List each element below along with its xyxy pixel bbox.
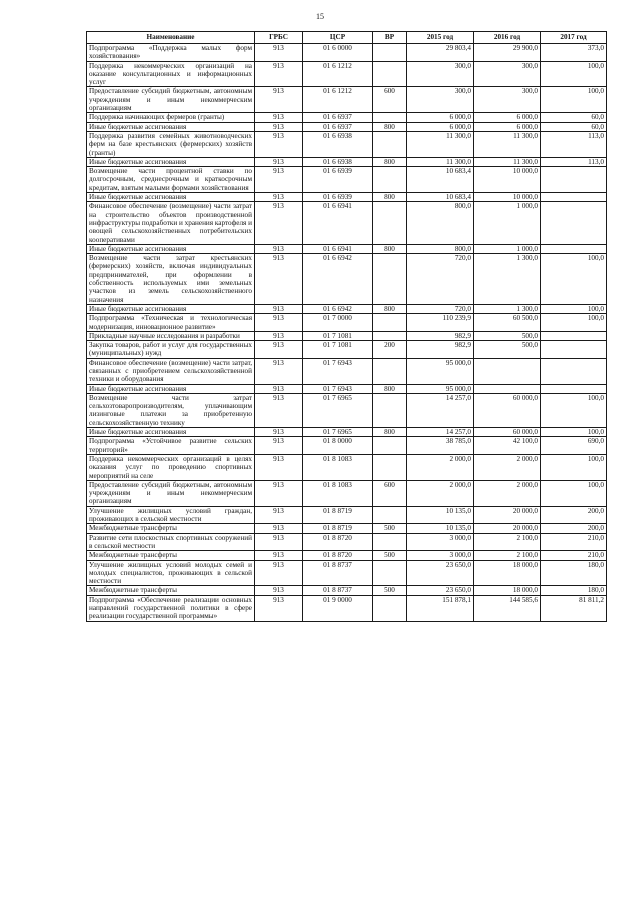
row-name-cell: Возмещение части затрат крестьянских (фермерских) хозяйств, включая индивидуальных предпринимателей, при оформлении в собственность используемых ими земельных участков из земель сельскохозяйственного назначения: [87, 254, 255, 305]
row-2017-cell: [541, 202, 607, 244]
row-2017-cell: [541, 244, 607, 253]
row-grbs-cell: 913: [255, 193, 303, 202]
row-2015-cell: 720,0: [407, 304, 474, 313]
row-grbs-cell: 913: [255, 454, 303, 480]
row-grbs-cell: 913: [255, 122, 303, 131]
row-2017-cell: 113,0: [541, 131, 607, 157]
row-grbs-cell: 913: [255, 428, 303, 437]
row-name-cell: Поддержка некоммерческих организаций в целях оказания услуг по проведению спортивных мероприятий на селе: [87, 454, 255, 480]
row-2017-cell: 690,0: [541, 437, 607, 455]
row-2016-cell: 20 000,0: [474, 506, 541, 524]
row-name-cell: Развитие сети плоскостных спортивных сооружений в сельской местности: [87, 533, 255, 551]
row-vr-cell: [373, 560, 407, 586]
row-name-cell: Предоставление субсидий бюджетным, автономным учреждениям и иным некоммерческим организациям: [87, 87, 255, 113]
row-csr-cell: 01 7 6943: [303, 384, 373, 393]
table-row: [87, 506, 607, 524]
table-row: [87, 202, 607, 244]
table-row: [87, 560, 607, 586]
row-grbs-cell: 913: [255, 331, 303, 340]
table-row: [87, 393, 607, 427]
row-grbs-cell: 913: [255, 560, 303, 586]
row-vr-cell: 800: [373, 193, 407, 202]
row-name-cell: Улучшение жилищных условий граждан, проживающих в сельской местности: [87, 506, 255, 524]
table-row: [87, 358, 607, 384]
row-2016-cell: [474, 384, 541, 393]
table-row: [87, 113, 607, 122]
row-vr-cell: 600: [373, 87, 407, 113]
row-2017-cell: [541, 167, 607, 193]
table-row: [87, 131, 607, 157]
row-name-cell: Предоставление субсидий бюджетным, автономным учреждениям и иным некоммерческим организациям: [87, 480, 255, 506]
row-2016-cell: 10 000,0: [474, 167, 541, 193]
row-grbs-cell: 913: [255, 202, 303, 244]
row-2015-cell: 800,0: [407, 202, 474, 244]
row-grbs-cell: 913: [255, 113, 303, 122]
row-2015-cell: 10 683,4: [407, 193, 474, 202]
table-row: [87, 254, 607, 305]
row-2017-cell: [541, 384, 607, 393]
row-vr-cell: 500: [373, 524, 407, 533]
row-2015-cell: 14 257,0: [407, 393, 474, 427]
row-2015-cell: 10 683,4: [407, 167, 474, 193]
row-vr-cell: 500: [373, 586, 407, 595]
row-name-cell: Подпрограмма «Обеспечение реализации основных направлений государственной политики в сфере реализации государственной программы»: [87, 595, 255, 621]
row-name-cell: Прикладные научные исследования и разработки: [87, 331, 255, 340]
row-2017-cell: 100,0: [541, 393, 607, 427]
table-row: [87, 480, 607, 506]
row-csr-cell: 01 6 6939: [303, 167, 373, 193]
row-2017-cell: 60,0: [541, 113, 607, 122]
row-2016-cell: 60 000,0: [474, 428, 541, 437]
row-name-cell: Иные бюджетные ассигнования: [87, 122, 255, 131]
row-csr-cell: 01 8 8720: [303, 533, 373, 551]
row-vr-cell: [373, 314, 407, 332]
row-csr-cell: 01 6 6937: [303, 113, 373, 122]
row-2016-cell: 11 300,0: [474, 157, 541, 166]
row-name-cell: Иные бюджетные ассигнования: [87, 428, 255, 437]
row-2015-cell: 23 650,0: [407, 560, 474, 586]
row-name-cell: Иные бюджетные ассигнования: [87, 244, 255, 253]
row-csr-cell: 01 9 0000: [303, 595, 373, 621]
row-2015-cell: 2 000,0: [407, 454, 474, 480]
row-2017-cell: 100,0: [541, 87, 607, 113]
table-row: [87, 314, 607, 332]
table-row: [87, 304, 607, 313]
row-csr-cell: 01 7 6965: [303, 393, 373, 427]
header-2015: 2015 год: [407, 32, 474, 44]
row-2017-cell: 373,0: [541, 44, 607, 62]
row-2015-cell: 300,0: [407, 61, 474, 87]
row-name-cell: Поддержка развития семейных животноводческих ферм на базе крестьянских (фермерских) хозяйств (гранты): [87, 131, 255, 157]
row-csr-cell: 01 7 0000: [303, 314, 373, 332]
row-csr-cell: 01 6 6938: [303, 157, 373, 166]
table-row: [87, 524, 607, 533]
row-grbs-cell: 913: [255, 437, 303, 455]
row-name-cell: Иные бюджетные ассигнования: [87, 384, 255, 393]
row-csr-cell: 01 8 8719: [303, 506, 373, 524]
row-vr-cell: [373, 595, 407, 621]
row-grbs-cell: 913: [255, 44, 303, 62]
table-row: [87, 341, 607, 359]
row-grbs-cell: 913: [255, 341, 303, 359]
row-2016-cell: 10 000,0: [474, 193, 541, 202]
row-name-cell: Закупка товаров, работ и услуг для государственных (муниципальных) нужд: [87, 341, 255, 359]
row-2015-cell: 720,0: [407, 254, 474, 305]
row-vr-cell: [373, 358, 407, 384]
row-2016-cell: 300,0: [474, 61, 541, 87]
row-2017-cell: 100,0: [541, 428, 607, 437]
header-csr: ЦСР: [303, 32, 373, 44]
row-2017-cell: 81 811,2: [541, 595, 607, 621]
row-vr-cell: [373, 167, 407, 193]
row-name-cell: Финансовое обеспечение (возмещение) части затрат, связанных с приобретением сельскохозяйственной техники и оборудования: [87, 358, 255, 384]
table-header-row: [87, 32, 607, 44]
row-2017-cell: 200,0: [541, 524, 607, 533]
row-vr-cell: 800: [373, 244, 407, 253]
budget-table: [86, 31, 607, 622]
row-2017-cell: 113,0: [541, 157, 607, 166]
table-row: [87, 87, 607, 113]
row-2015-cell: 95 000,0: [407, 358, 474, 384]
row-vr-cell: [373, 454, 407, 480]
row-2015-cell: 982,9: [407, 331, 474, 340]
row-2015-cell: 3 000,0: [407, 551, 474, 560]
row-2016-cell: 20 000,0: [474, 524, 541, 533]
row-2015-cell: 6 000,0: [407, 122, 474, 131]
row-csr-cell: 01 7 1081: [303, 331, 373, 340]
row-2016-cell: 2 100,0: [474, 551, 541, 560]
row-grbs-cell: 913: [255, 254, 303, 305]
row-2015-cell: 23 650,0: [407, 586, 474, 595]
row-name-cell: Иные бюджетные ассигнования: [87, 304, 255, 313]
row-2016-cell: 300,0: [474, 87, 541, 113]
table-row: [87, 167, 607, 193]
row-2016-cell: 11 300,0: [474, 131, 541, 157]
row-csr-cell: 01 6 6937: [303, 122, 373, 131]
row-2016-cell: 500,0: [474, 341, 541, 359]
row-grbs-cell: 913: [255, 304, 303, 313]
row-csr-cell: 01 7 1081: [303, 341, 373, 359]
row-csr-cell: 01 6 6942: [303, 254, 373, 305]
row-2017-cell: 180,0: [541, 586, 607, 595]
row-2016-cell: 144 585,6: [474, 595, 541, 621]
row-2017-cell: [541, 193, 607, 202]
row-2015-cell: 10 135,0: [407, 506, 474, 524]
row-2015-cell: 29 803,4: [407, 44, 474, 62]
row-2017-cell: 100,0: [541, 480, 607, 506]
row-csr-cell: 01 7 6965: [303, 428, 373, 437]
table-row: [87, 428, 607, 437]
row-2015-cell: 11 300,0: [407, 157, 474, 166]
row-vr-cell: 600: [373, 480, 407, 506]
table-row: [87, 384, 607, 393]
row-2017-cell: 100,0: [541, 254, 607, 305]
row-name-cell: Межбюджетные трансферты: [87, 551, 255, 560]
row-2016-cell: 42 100,0: [474, 437, 541, 455]
row-name-cell: Межбюджетные трансферты: [87, 524, 255, 533]
row-vr-cell: 200: [373, 341, 407, 359]
row-vr-cell: [373, 254, 407, 305]
table-row: [87, 244, 607, 253]
row-grbs-cell: 913: [255, 480, 303, 506]
row-csr-cell: 01 6 6938: [303, 131, 373, 157]
table-row: [87, 122, 607, 131]
row-csr-cell: 01 8 8737: [303, 586, 373, 595]
row-name-cell: Иные бюджетные ассигнования: [87, 193, 255, 202]
row-2017-cell: 100,0: [541, 61, 607, 87]
row-2015-cell: 10 135,0: [407, 524, 474, 533]
row-vr-cell: 800: [373, 384, 407, 393]
row-grbs-cell: 913: [255, 393, 303, 427]
table-row: [87, 454, 607, 480]
row-2015-cell: 2 000,0: [407, 480, 474, 506]
row-csr-cell: 01 6 1212: [303, 87, 373, 113]
row-2016-cell: 2 000,0: [474, 480, 541, 506]
row-2015-cell: 110 239,9: [407, 314, 474, 332]
row-grbs-cell: 913: [255, 586, 303, 595]
row-vr-cell: [373, 393, 407, 427]
table-row: [87, 193, 607, 202]
row-2015-cell: 800,0: [407, 244, 474, 253]
row-name-cell: Поддержка некоммерческих организаций на оказание консультационных и информационных услуг: [87, 61, 255, 87]
header-2017: 2017 год: [541, 32, 607, 44]
row-2015-cell: 982,9: [407, 341, 474, 359]
row-vr-cell: 800: [373, 157, 407, 166]
row-vr-cell: 800: [373, 428, 407, 437]
row-2017-cell: 180,0: [541, 560, 607, 586]
table-row: [87, 533, 607, 551]
row-grbs-cell: 913: [255, 157, 303, 166]
row-vr-cell: [373, 113, 407, 122]
row-2015-cell: 11 300,0: [407, 131, 474, 157]
row-name-cell: Подпрограмма «Поддержка малых форм хозяйствования»: [87, 44, 255, 62]
row-2017-cell: 60,0: [541, 122, 607, 131]
table-row: [87, 595, 607, 621]
row-vr-cell: [373, 61, 407, 87]
row-2016-cell: 60 000,0: [474, 393, 541, 427]
header-vr: ВР: [373, 32, 407, 44]
table-row: [87, 331, 607, 340]
row-csr-cell: 01 8 8720: [303, 551, 373, 560]
row-2016-cell: 29 900,0: [474, 44, 541, 62]
row-2017-cell: [541, 331, 607, 340]
row-2015-cell: 38 785,0: [407, 437, 474, 455]
row-2016-cell: 1 000,0: [474, 202, 541, 244]
header-name: Наименование: [87, 32, 255, 44]
row-csr-cell: 01 6 6942: [303, 304, 373, 313]
row-name-cell: Улучшение жилищных условий молодых семей и молодых специалистов, проживающих в сельской местности: [87, 560, 255, 586]
row-vr-cell: 500: [373, 551, 407, 560]
row-2017-cell: 210,0: [541, 533, 607, 551]
row-2017-cell: 210,0: [541, 551, 607, 560]
row-csr-cell: 01 8 1083: [303, 454, 373, 480]
row-csr-cell: 01 8 1083: [303, 480, 373, 506]
row-csr-cell: 01 6 6939: [303, 193, 373, 202]
row-csr-cell: 01 7 6943: [303, 358, 373, 384]
row-name-cell: Иные бюджетные ассигнования: [87, 157, 255, 166]
row-grbs-cell: 913: [255, 384, 303, 393]
row-grbs-cell: 913: [255, 551, 303, 560]
row-2016-cell: 500,0: [474, 331, 541, 340]
row-vr-cell: 800: [373, 304, 407, 313]
table-row: [87, 586, 607, 595]
row-name-cell: Возмещение части затрат сельхозтоваропроизводителям, уплачивающим лизинговые платежи за приобретенную сельскохозяйственную технику: [87, 393, 255, 427]
row-vr-cell: [373, 331, 407, 340]
row-name-cell: Поддержка начинающих фермеров (гранты): [87, 113, 255, 122]
row-2015-cell: 95 000,0: [407, 384, 474, 393]
row-2015-cell: 6 000,0: [407, 113, 474, 122]
row-vr-cell: [373, 131, 407, 157]
row-2016-cell: 6 000,0: [474, 122, 541, 131]
row-csr-cell: 01 8 8719: [303, 524, 373, 533]
row-csr-cell: 01 8 0000: [303, 437, 373, 455]
row-grbs-cell: 913: [255, 87, 303, 113]
row-grbs-cell: 913: [255, 131, 303, 157]
row-2015-cell: 300,0: [407, 87, 474, 113]
row-2016-cell: 6 000,0: [474, 113, 541, 122]
header-2016: 2016 год: [474, 32, 541, 44]
row-grbs-cell: 913: [255, 61, 303, 87]
row-csr-cell: 01 8 8737: [303, 560, 373, 586]
row-name-cell: Возмещение части процентной ставки по долгосрочным, среднесрочным и краткосрочным кредитам, взятым малыми формами хозяйствования: [87, 167, 255, 193]
row-2017-cell: 100,0: [541, 314, 607, 332]
row-vr-cell: [373, 202, 407, 244]
row-vr-cell: 800: [373, 122, 407, 131]
row-grbs-cell: 913: [255, 533, 303, 551]
row-2017-cell: 100,0: [541, 454, 607, 480]
row-grbs-cell: 913: [255, 244, 303, 253]
row-grbs-cell: 913: [255, 595, 303, 621]
row-grbs-cell: 913: [255, 358, 303, 384]
row-2015-cell: 3 000,0: [407, 533, 474, 551]
row-2016-cell: [474, 358, 541, 384]
row-2015-cell: 14 257,0: [407, 428, 474, 437]
row-2017-cell: [541, 341, 607, 359]
row-vr-cell: [373, 437, 407, 455]
row-2016-cell: 1 300,0: [474, 304, 541, 313]
row-name-cell: Подпрограмма «Техническая и технологическая модернизация, инновационное развитие»: [87, 314, 255, 332]
row-name-cell: Подпрограмма «Устойчивое развитие сельских территорий»: [87, 437, 255, 455]
row-csr-cell: 01 6 0000: [303, 44, 373, 62]
row-2017-cell: [541, 358, 607, 384]
row-grbs-cell: 913: [255, 506, 303, 524]
row-name-cell: Финансовое обеспечение (возмещение) части затрат на строительство объектов производственной инфраструктуры подработки и хранения картофеля и овощей сельскохозяйственных потребительских кооперативами: [87, 202, 255, 244]
row-2016-cell: 2 000,0: [474, 454, 541, 480]
table-row: [87, 437, 607, 455]
row-name-cell: Межбюджетные трансферты: [87, 586, 255, 595]
row-2016-cell: 60 500,0: [474, 314, 541, 332]
row-2016-cell: 18 000,0: [474, 560, 541, 586]
row-2016-cell: 2 100,0: [474, 533, 541, 551]
row-csr-cell: 01 6 6941: [303, 202, 373, 244]
row-csr-cell: 01 6 6941: [303, 244, 373, 253]
row-2015-cell: 151 878,1: [407, 595, 474, 621]
row-2017-cell: 100,0: [541, 304, 607, 313]
table-row: [87, 44, 607, 62]
row-vr-cell: [373, 506, 407, 524]
row-grbs-cell: 913: [255, 167, 303, 193]
row-grbs-cell: 913: [255, 524, 303, 533]
header-grbs: ГРБС: [255, 32, 303, 44]
row-vr-cell: [373, 44, 407, 62]
row-vr-cell: [373, 533, 407, 551]
row-grbs-cell: 913: [255, 314, 303, 332]
row-2017-cell: 200,0: [541, 506, 607, 524]
row-csr-cell: 01 6 1212: [303, 61, 373, 87]
row-2016-cell: 1 300,0: [474, 254, 541, 305]
page-number: 15: [316, 12, 324, 21]
row-2016-cell: 18 000,0: [474, 586, 541, 595]
table-row: [87, 61, 607, 87]
table-row: [87, 157, 607, 166]
row-2016-cell: 1 000,0: [474, 244, 541, 253]
table-row: [87, 551, 607, 560]
